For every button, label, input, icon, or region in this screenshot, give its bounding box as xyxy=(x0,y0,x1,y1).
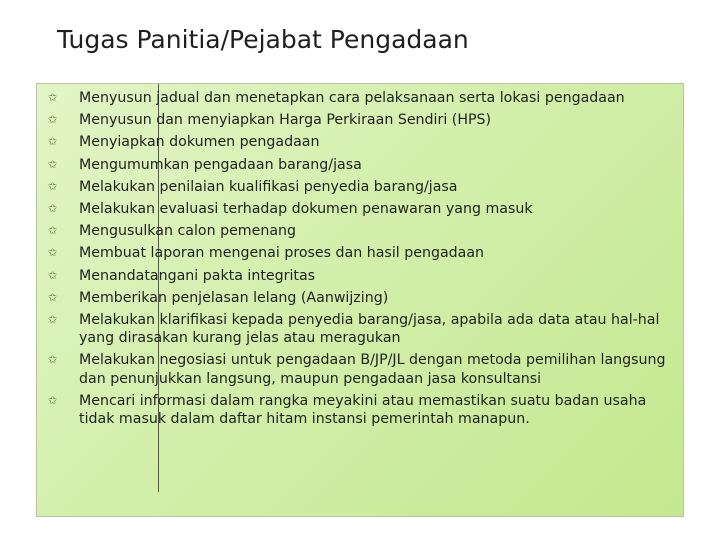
list-item-text: Melakukan klarifikasi kepada penyedia barang/jasa, apabila ada data atau hal-hal yang dirasakan kurang jelas atau meragukan xyxy=(79,312,660,347)
list-item-text: Mengumumkan pengadaan barang/jasa xyxy=(79,156,362,173)
bullet-list xyxy=(37,89,685,432)
list-item-text: Menandatangani pakta integritas xyxy=(79,267,316,284)
list-item xyxy=(37,289,685,307)
star-bullet-icon: ✩ xyxy=(48,91,58,104)
list-item-text: Melakukan penilaian kualifikasi penyedia barang/jasa xyxy=(79,178,458,195)
list-item-text: Membuat laporan mengenai proses dan hasil pengadaan xyxy=(79,245,485,262)
page-title: Tugas Panitia/Pejabat Pengadaan xyxy=(57,25,469,54)
star-bullet-icon: ✩ xyxy=(48,135,58,149)
list-item xyxy=(37,89,685,107)
content-box xyxy=(36,83,684,517)
list-item xyxy=(37,222,685,240)
list-item-text: Melakukan negosiasi untuk pengadaan B/JP/JL dengan metoda pemilihan langsung dan penunjukkan langsung, maupun pengadaan jasa konsultansi xyxy=(79,352,666,387)
list-item xyxy=(37,311,685,347)
star-bullet-icon: ✩ xyxy=(48,353,58,367)
list-item xyxy=(37,133,685,151)
star-bullet-icon: ✩ xyxy=(48,246,58,260)
list-item xyxy=(37,267,685,285)
star-bullet-icon: ✩ xyxy=(48,157,58,171)
list-item-text: Menyusun dan menyiapkan Harga Perkiraan Sendiri (HPS) xyxy=(79,112,492,129)
star-bullet-icon: ✩ xyxy=(48,313,58,327)
star-bullet-icon: ✩ xyxy=(48,202,58,216)
list-item-text: Menyusun jadual dan menetapkan cara pelaksanaan serta lokasi pengadaan xyxy=(79,90,625,106)
list-item-text: Melakukan evaluasi terhadap dokumen penawaran yang masuk xyxy=(79,201,533,218)
star-bullet-icon: ✩ xyxy=(48,268,58,282)
list-item-text: Menyiapkan dokumen pengadaan xyxy=(79,134,320,151)
list-item xyxy=(37,200,685,218)
list-item-text: Memberikan penjelasan lelang (Aanwijzing) xyxy=(79,289,389,306)
list-item-text: Mengusulkan calon pemenang xyxy=(79,223,297,240)
list-item xyxy=(37,111,685,129)
star-bullet-icon: ✩ xyxy=(48,393,58,407)
star-bullet-icon: ✩ xyxy=(48,224,58,238)
list-item xyxy=(37,178,685,196)
list-item-text: Mencari informasi dalam rangka meyakini atau memastikan suatu badan usaha tidak masuk dalam daftar hitam instansi pemerintah manapun. xyxy=(79,392,647,428)
star-bullet-icon: ✩ xyxy=(48,113,58,127)
star-bullet-icon: ✩ xyxy=(48,179,58,193)
list-item xyxy=(37,244,685,262)
star-bullet-icon: ✩ xyxy=(48,290,58,304)
list-item xyxy=(37,156,685,174)
list-item xyxy=(37,392,685,428)
list-item xyxy=(37,351,685,387)
